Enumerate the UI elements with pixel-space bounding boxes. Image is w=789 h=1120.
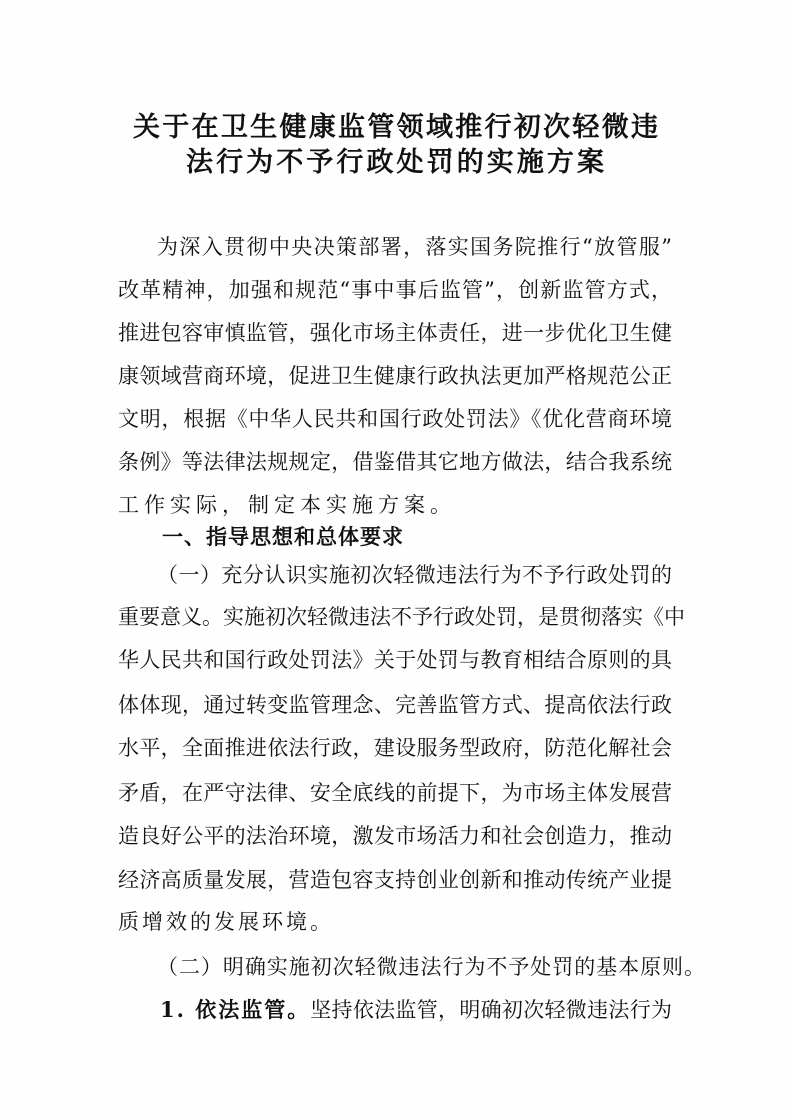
item-1 <box>160 996 672 1024</box>
para-line: （一）充分认识实施初次轻微违法行为不予行政处罚的 <box>157 563 672 587</box>
section-heading: 一、指导思想和总体要求 <box>162 524 404 549</box>
intro-line: 改革精神，加强和规范“事中事后监管”，创新监管方式， <box>118 278 672 302</box>
title-line-2: 法行为不予行政处罚的实施方案 <box>186 147 604 178</box>
para-line: 矛盾，在严守法律、安全底线的前提下，为市场主体发展营 <box>118 781 672 805</box>
para-line: 经济高质量发展，营造包容支持创业创新和推动传统产业提 <box>118 868 672 892</box>
title-line-1: 关于在卫生健康监管领域推行初次轻微违 <box>133 112 658 143</box>
para-line: 质增效的发展环境。 <box>118 910 334 934</box>
para-line: （二）明确实施初次轻微违法行为不予处罚的基本原则。 <box>157 955 705 979</box>
para-line: 造良好公平的法治环境，激发市场活力和社会创造力，推动 <box>118 824 672 848</box>
intro-line: 文明，根据《中华人民共和国行政处罚法》《优化营商环境 <box>118 407 672 431</box>
item-label: 1. 依法监管。 <box>160 997 311 1022</box>
intro-line: 康领域营商环境，促进卫生健康行政执法更加严格规范公正 <box>118 364 672 388</box>
item-text: 坚持依法监管，明确初次轻微违法行为 <box>310 998 672 1022</box>
intro-line: 推进包容审慎监管，强化市场主体责任，进一步优化卫生健 <box>118 321 672 345</box>
para-line: 体体现，通过转变监管理念、完善监管方式、提高依法行政 <box>118 693 672 717</box>
intro-line: 工作实际，制定本实施方案。 <box>118 493 456 517</box>
para-line: 华人民共和国行政处罚法》关于处罚与教育相结合原则的具 <box>118 648 672 672</box>
intro-line: 为深入贯彻中央决策部署，落实国务院推行“放管服” <box>157 235 672 259</box>
para-line: 重要意义。实施初次轻微违法不予行政处罚，是贯彻落实《中 <box>118 605 685 629</box>
intro-line: 条例》等法律法规规定，借鉴借其它地方做法，结合我系统 <box>118 450 672 474</box>
para-line: 水平，全面推进依法行政，建设服务型政府，防范化解社会 <box>118 736 672 760</box>
